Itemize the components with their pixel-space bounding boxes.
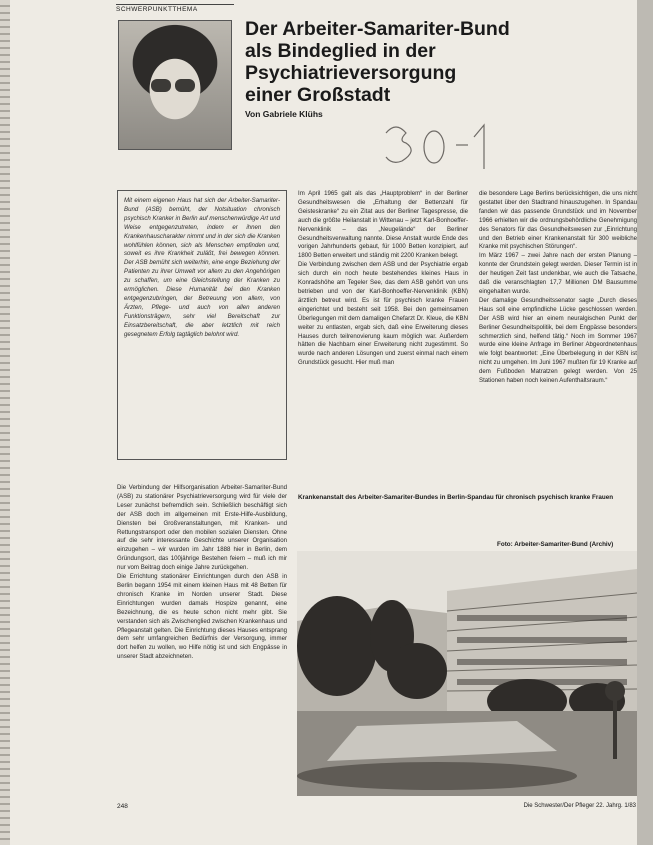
column-1-para-1: Die Verbindung der Hilfsorganisation Arbeiter-Samariter-Bund (ASB) zu stationärer Psychiatrieversorgung wird für viele der Leser zunächst befremdlich sein. Schließlich beschäftigt sich der ASB doch im allgemeinen mit Erste-Hilfe-Ausbildung, Diensten bei Großveranstaltungen, mit Kranken- und Rettungstransport oder den mobilen sozialen Diensten. Ohne auf die sehr interessante Geschichte unserer Organisation einzugehen – wir wurden im Jahr 1888 hier in Berlin, dem Gründungsort, das 100jährige Bestehen feiern – muß ich mir nur vom Beitrag doch einige Jahre zurückgehen. <box>117 484 287 572</box>
author-byline: Von Gabriele Klühs <box>245 109 323 119</box>
journal-reference: Die Schwester/Der Pfleger 22. Jahrg. 1/83 <box>523 803 636 809</box>
column-2-para-1: Im April 1965 galt als das „Hauptproblem“ in der Berliner Gesundheitswesen die „Erhaltung der Bettenzahl für Geisteskranke“ zu ein Zitat aus der Berliner Tagespresse, die auch die größte Heilanstalt in Wittenau – jetzt Karl-Bonhoeffer-Nervenklinik – das „Neugelände“ der Berliner Gesundheitsverwaltung nannte. Diese Anstalt wurde Ende des vorigen Jahrhunderts gebaut, für 1000 Betten konzipiert, auf 1800 Betten erweitert und ständig mit 2200 Kranken belegt. <box>298 190 468 260</box>
column-2-para-2: Die Verbindung zwischen dem ASB und der Psychiatrie ergab sich durch ein noch heute bestehendes kleines Haus in Konradshöhe am Tegeler See, das dem ASB gehört von uns betrieben und von der Karl-Bonhoeffer-Nervenklinik (KBN) ärztlich betreut wird. Es ist für psychisch kranke Frauen eingerichtet und besteht seit 1958. Bei den gemeinsamen Überlegungen mit dem damaligen Chefarzt Dr. Kleue, die KBN weiter zu entlasten, ergab sich, daß eine Erweiterung dieses Hauses durch teilrenovierung kaum möglich war. Außerdem hätten die Nachbarn einer Erweiterung nicht zugestimmt. So wurde nach anderen Lösungen und zuerst einmal nach einem Grundstück gesucht. Hier muß man <box>298 261 468 367</box>
next-page-edge <box>637 0 653 845</box>
column-3-para-3: Der damalige Gesundheitssenator sagte „Durch dieses Haus soll eine empfindliche Lücke geschlossen werden. Der ASB wird hier an einem neuralgischen Punkt der Berliner Gesundheitspolitik, bei dem Engpässe besonders schmerzlich sind, helfend tätig.“ Noch im Sommer 1967 wurde eine kleine Anfrage im Berliner Abgeordnetenhaus wie folgt beantwortet: „Eine Überbelegung in der KBN ist nicht zu umgehen. Im Juni 1967 mußten für 19 Kranke auf dem Fußboden Matratzen gelegt werden. Von 25 Stationen haben noch keinen Aufenthaltsraum.“ <box>479 296 637 385</box>
title-line-1: Der Arbeiter-Samariter-Bund <box>245 18 510 40</box>
author-portrait <box>118 20 232 150</box>
title-line-3: einer Großstadt <box>245 84 391 106</box>
hospital-photo <box>297 551 637 796</box>
section-label: SCHWERPUNKTTHEMA <box>116 4 234 17</box>
column-3-para-1: die besondere Lage Berlins berücksichtigen, die uns nicht gestattet über den Stadtrand hinauszugehen. In Spandau fanden wir das passende Grundstück und im November 1966 erhielten wir die ordnungsbehördliche Genehmigung des Senators für das Gesundheitswesen zur „Einrichtung und den Betrieb einer Krankenanstalt für 300 weibliche Kranke mit psychischen Störungen“. <box>479 190 637 251</box>
binder-edge <box>0 0 10 845</box>
title-line-2: als Bindeglied in der Psychiatrieversorgung <box>245 40 457 84</box>
article-title <box>245 18 637 106</box>
column-1 <box>117 484 287 794</box>
column-3-para-2: Im März 1967 – zwei Jahre nach der ersten Planung – konnte der Grundstein gelegt werden. Dieser Termin ist in der heutigen Zeit fast undenkbar, wie auch die Tatsache, daß die veranschlagten 17,7 Millionen DM Bausumme eingehalten wurde. <box>479 252 637 295</box>
photo-credit: Foto: Arbeiter-Samariter-Bund (Archiv) <box>497 541 614 548</box>
photo-caption: Krankenanstalt des Arbeiter-Samariter-Bundes in Berlin-Spandau für chronisch psychisch kranke Frauen <box>298 494 614 501</box>
portrait-glasses <box>151 79 199 93</box>
column-1-para-2: Die Errichtung stationärer Einrichtungen durch den ASB in Berlin begann 1954 mit einem kleinen Haus mit 48 Betten für chronisch Kranke im Norden unserer Stadt. Diese Einrichtungen wurden damals Hospize genannt, eine Bezeichnung, die es heute schon nicht mehr gibt. Sie verstanden sich als Zwischenglied zwischen Krankenhaus und Pflegeanstalt gelten. Die Einrichtung dieses Hauses entsprang dem sehr umfangreichen Bedürfnis der Versorgung, immer dort helfen zu wollen, wo Hilfe nötig ist und sich Engpässe in unserer Stadt abzeichneten. <box>117 573 287 661</box>
column-3 <box>479 190 637 480</box>
handwritten-note-text: 30-1 <box>380 115 383 116</box>
page-number: 248 <box>117 803 128 810</box>
handwritten-note <box>380 115 510 175</box>
column-2 <box>298 190 468 480</box>
intro-box: Mit einem eigenen Haus hat sich der Arbeiter-Samariter-Bund (ASB) bemüht, der Notsituation chronisch psychisch Kranker in Berlin auf menschenwürdige Art und Weise entgegenzutreten, indem er ihnen den Krankenhauscharakter nimmt und in der sich die Kranken wohlfühlen können, sich als Menschen empfinden und, soweit es ihre Krankheit zuläßt, frei bewegen können. Der ASB bemüht sich weiterhin, eine enge Beziehung der Patienten zu ihrer Umwelt vor allem zu den Angehörigen zu schaffen, um eine Gleichstellung der Kranken zu ermöglichen. Diese Humanität bei den Kranken entgegenzubringen, der Betreuung von allem, von Ärzten, Pflege- und auch von allen anderen Funktionsträgern, sehr viel Bereitschaft zur Einsatzbereitschaft, die aber letztlich mit reich gesegnetem Erfolg tagtäglich belohnt wird. <box>117 190 287 460</box>
